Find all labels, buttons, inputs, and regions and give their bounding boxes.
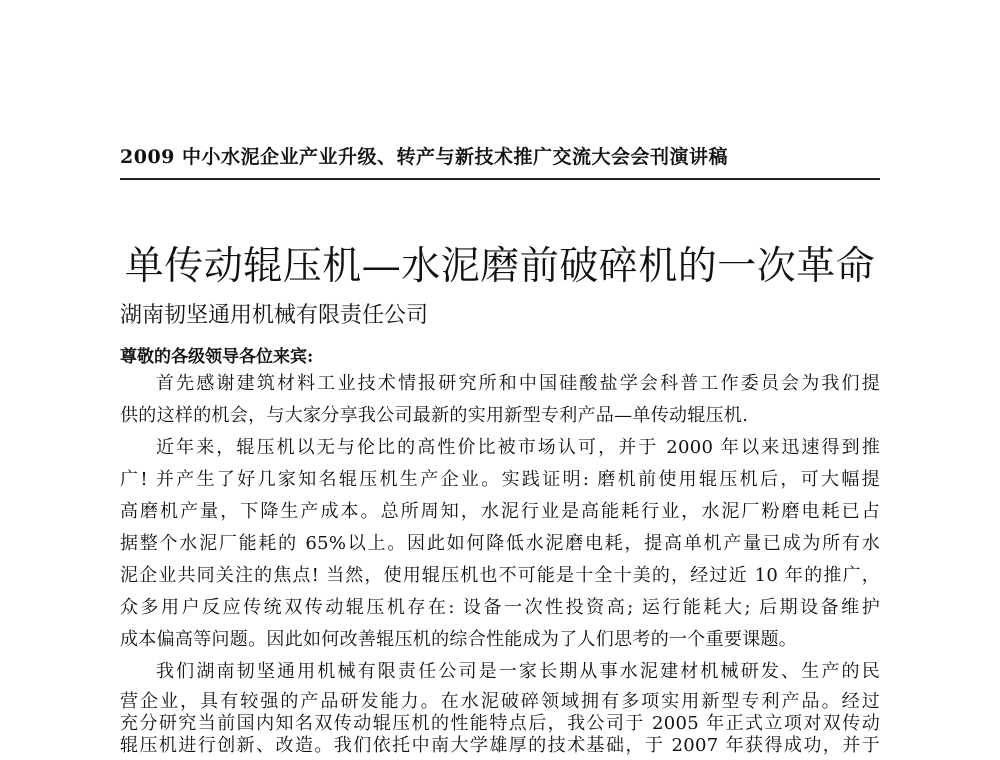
- paragraph-1-line-1: 首先感谢建筑材料工业技术情报研究所和中国硅酸盐学会科普工作委员会为我们提: [156, 373, 880, 394]
- paragraph-3-line-3: 充分研究当前国内知名双传动辊压机的性能特点后，我公司于 2005 年正式立项对双传动: [120, 713, 880, 734]
- paragraph-2-line-2: 广! 并产生了好几家知名辊压机生产企业。实践证明: 磨机前使用辊压机后，可大幅提: [120, 469, 880, 490]
- paragraph-2-line-5: 泥企业共同关注的焦点! 当然，使用辊压机也不可能是十全十美的，经过近 10 年的推广，: [120, 565, 880, 586]
- paragraph-3-line-2: 营企业，具有较强的产品研发能力。在水泥破碎领域拥有多项实用新型专利产品。经过: [120, 691, 880, 712]
- paragraph-1-line-2: 供的这样的机会，与大家分享我公司最新的实用新型专利产品—单传动辊压机.: [120, 405, 749, 426]
- salutation: 尊敬的各级领导各位来宾:: [120, 347, 314, 367]
- paragraph-3-line-4: 辊压机进行创新、改造。我们依托中南大学雄厚的技术基础，于 2007 年获得成功，并于: [120, 735, 880, 756]
- paragraph-2-line-4: 据整个水泥厂能耗的 65%以上。因此如何降低水泥磨电耗，提高单机产量已成为所有水: [120, 533, 880, 554]
- running-header: 2009 中小水泥企业产业升级、转产与新技术推广交流大会会刊演讲稿: [120, 146, 728, 168]
- document-title: 单传动辊压机—水泥磨前破碎机的一次革命: [124, 244, 876, 289]
- paragraph-3-line-1: 我们湖南韧坚通用机械有限责任公司是一家长期从事水泥建材机械研发、生产的民: [156, 661, 880, 682]
- header-divider: [120, 178, 880, 180]
- paragraph-2-line-6: 众多用户反应传统双传动辊压机存在: 设备一次性投资高; 运行能耗大; 后期设备维护: [120, 597, 880, 618]
- paragraph-2-line-7: 成本偏高等问题。因此如何改善辊压机的综合性能成为了人们思考的一个重要课题。: [120, 629, 798, 650]
- paragraph-2-line-1: 近年来，辊压机以无与伦比的高性价比被市场认可，并于 2000 年以来迅速得到推: [156, 437, 880, 458]
- paragraph-2-line-3: 高磨机产量，下降生产成本。总所周知，水泥行业是高能耗行业，水泥厂粉磨电耗已占: [120, 501, 880, 522]
- company-name: 湖南韧坚通用机械有限责任公司: [120, 303, 429, 328]
